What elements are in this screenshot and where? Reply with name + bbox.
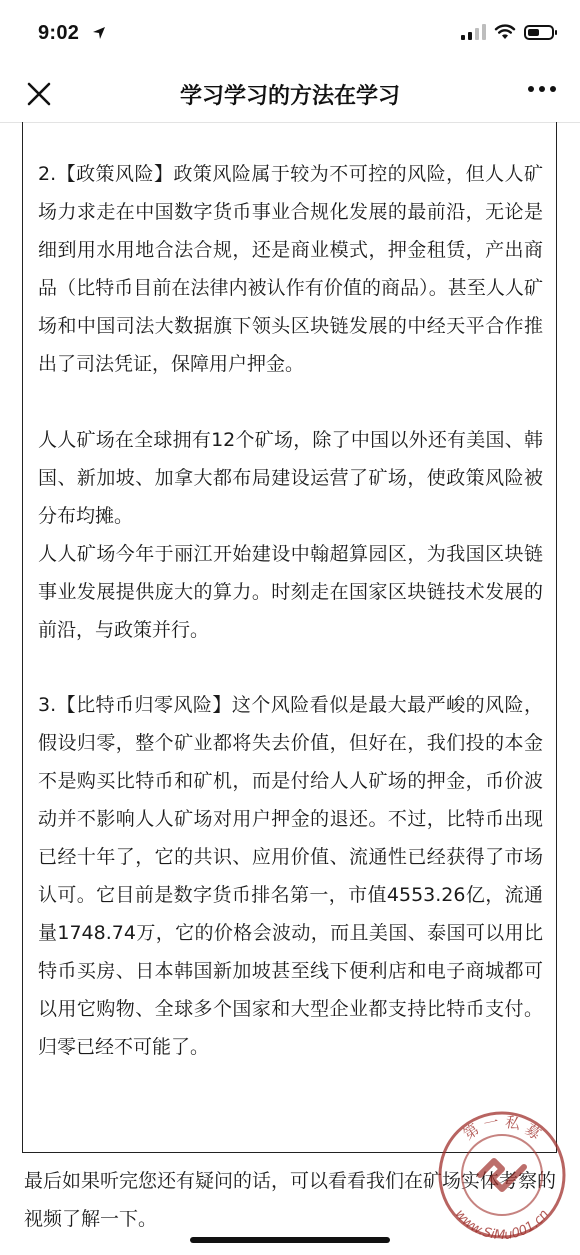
signal-icon bbox=[461, 24, 486, 40]
status-bar bbox=[0, 0, 580, 64]
status-time: 9:02 bbox=[38, 22, 80, 44]
paragraph-final: 最后如果听完您还有疑问的话，可以看看我们在矿场实体考察的视频了解一下。 bbox=[24, 1170, 557, 1230]
location-arrow-icon bbox=[92, 26, 106, 40]
home-indicator[interactable] bbox=[190, 1237, 390, 1243]
page-title: 学习学习的方法在学习 bbox=[179, 84, 400, 109]
watermark-url: www.SiMu001.cn bbox=[451, 1206, 553, 1244]
status-icons bbox=[461, 24, 554, 40]
wifi-icon bbox=[494, 24, 516, 40]
paragraph-global-mines: 人人矿场在全球拥有12个矿场，除了中国以外还有美国、韩国、新加坡、加拿大都布局建设运营了矿场，使政策风险被分布均摊。 bbox=[38, 429, 543, 527]
paragraph-lijiang-park: 人人矿场今年于丽江开始建设中翰超算园区，为我国区块链事业发展提供庞大的算力。时刻走在国家区块链技术发展的前沿，与政策并行。 bbox=[38, 543, 543, 641]
battery-icon bbox=[524, 25, 554, 40]
nav-bar bbox=[0, 64, 580, 123]
watermark-cn: 第 一 私 募 bbox=[459, 1112, 545, 1144]
paragraph-bitcoin-risk: 3.【比特币归零风险】这个风险看似是最大最严峻的风险，假设归零，整个矿业都将失去价值，但好在，我们投的本金不是购买比特币和矿机，而是付给人人矿场的押金，币价波动并不影响人人矿场对用户押金的退还。不过，比特币出现已经十年了，它的共识、应用价值、流通性已经获得了市场认可。它目前是数字货币排名第一，市值4553.26亿，流通量1748.74万，它的价格会波动，而且美国、泰国可以用比特币买房、日本韩国新加坡甚至线下便利店和电子商城都可以用它购物、全球多个国家和大型企业都支持比特币支付。归零已经不可能了。 bbox=[38, 694, 543, 1058]
more-dot bbox=[539, 86, 545, 92]
battery-fill bbox=[528, 29, 539, 36]
more-dot bbox=[550, 86, 556, 92]
paragraph-policy-risk: 2.【政策风险】政策风险属于较为不可控的风险，但人人矿场力求走在中国数字货币事业合规化发展的最前沿，无论是细到用水用地合法合规，还是商业模式，押金租赁，产出商品（比特币目前在法律内被认作有价值的商品）。甚至人人矿场和中国司法大数据旗下领头区块链发展的中经天平合作推出了司法凭证，保障用户押金。 bbox=[38, 163, 543, 375]
more-icon[interactable] bbox=[528, 86, 556, 92]
more-dot bbox=[528, 86, 534, 92]
